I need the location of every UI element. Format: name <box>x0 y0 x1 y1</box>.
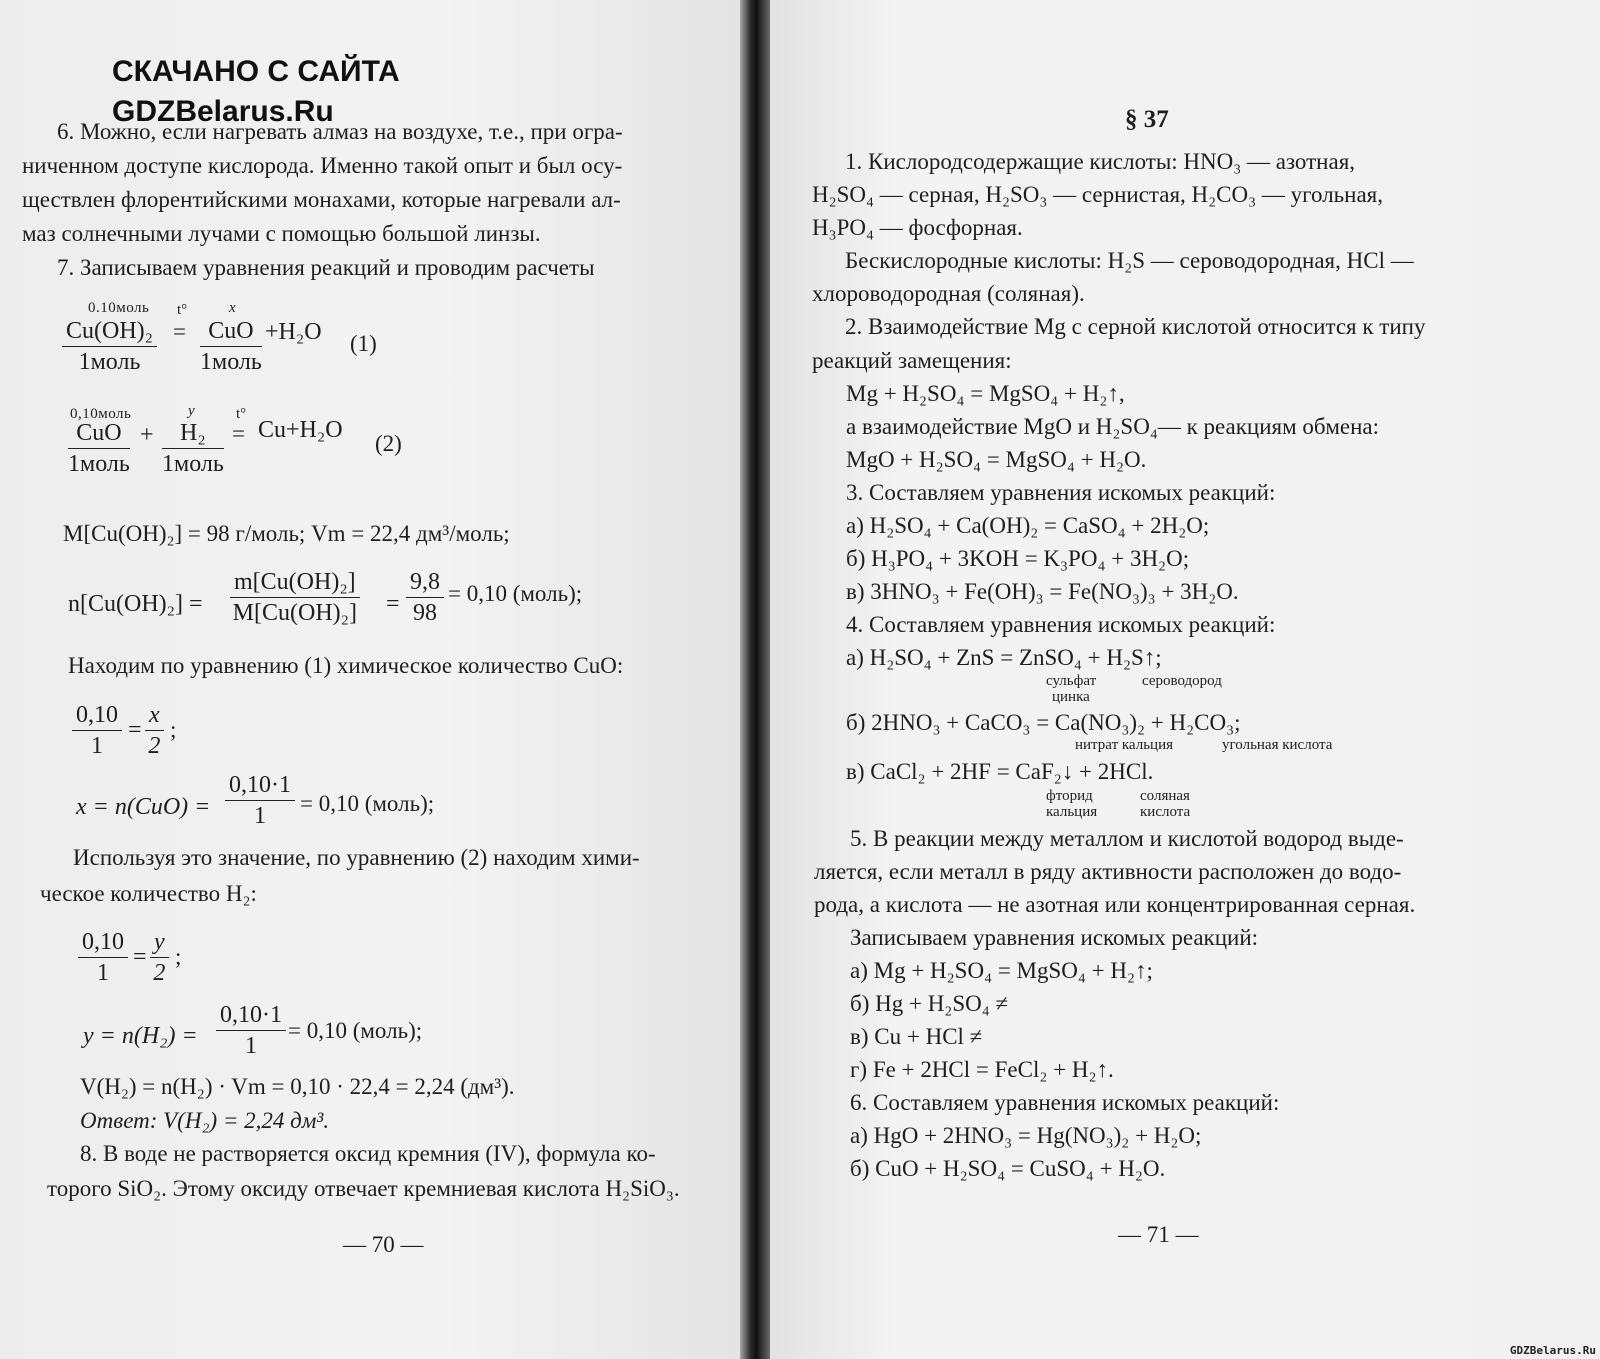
answer-4-c: в) CaCl₂ + 2HF = CaF₂↓ + 2HCl. <box>846 759 1154 784</box>
answer-5-a: а) Mg + H₂SO₄ = MgSO₄ + H₂↑; <box>850 958 1153 983</box>
answer-1-line-5: хлороводородная (соляная). <box>812 281 1085 306</box>
answer-2-equation-1: Mg + H₂SO₄ = MgSO₄ + H₂↑, <box>846 381 1125 406</box>
x-calc-fraction: $\frac{0,10\cdot 1}{1}$ <box>225 770 295 831</box>
answer-4-heading: 4. Составляем уравнения искомых реакций: <box>846 612 1276 637</box>
answer-3-a: а) H₂SO₄ + Ca(OH)₂ = CaSO₄ + 2H₂O; <box>846 513 1210 538</box>
watermark-line-2: GDZBelarus.Ru <box>112 95 334 128</box>
n-calc-equals: = <box>386 591 400 617</box>
answer-5-line-2: ляется, если металл в ряду активности расположен до водо- <box>814 859 1402 884</box>
problem-6-line-4: маз солнечными лучами с помощью большой линзы. <box>22 221 541 246</box>
proportion-2-left: $\frac{0,10}{1}$ <box>78 927 128 988</box>
answer-5-line-3: рода, а кислота — не азотная или концентрированная серная. <box>814 892 1416 917</box>
proportion-1-end: ; <box>170 717 177 742</box>
answer-2-equation-2: MgO + H₂SO₄ = MgSO₄ + H₂O. <box>846 447 1147 472</box>
reaction-2-equals: = <box>232 421 245 446</box>
answer-1-line-4: Бескислородные кислоты: H₂S — сероводородная, HCl — <box>845 248 1414 273</box>
note-calcium-nitrate: нитрат кальция <box>1075 737 1173 753</box>
find-cuo-text: Находим по уравнению (1) химическое количество CuO: <box>68 653 624 678</box>
using-line-1: Используя это значение, по уравнению (2) находим хими- <box>73 845 640 870</box>
reaction-2-number: (2) <box>375 431 402 456</box>
answer-3-b: б) H₃PO₄ + 3KOH = K₃PO₄ + 3H₂O; <box>846 546 1190 571</box>
using-line-2: ческое количество H₂: <box>40 881 257 906</box>
answer-5-d: г) Fe + 2HCl = FeCl₂ + H₂↑. <box>850 1057 1114 1082</box>
problem-6-line-2: ниченном доступе кислорода. Именно такой опыт и был осу- <box>22 153 623 178</box>
note-hydrochloric-1: соляная <box>1140 788 1190 804</box>
answer-5-c: в) Cu + HCl ≠ <box>850 1024 983 1049</box>
problem-6-line-3: ществлен флорентийскими монахами, которые нагревали ал- <box>22 187 621 212</box>
reaction-2-plus: + <box>140 422 154 448</box>
page-number-left: — 70 — <box>343 1232 424 1257</box>
note-zinc-sulfate-2: цинка <box>1052 689 1090 705</box>
answer-5-b: б) Hg + H₂SO₄ ≠ <box>850 991 1009 1016</box>
answer-4-b: б) 2HNO₃ + CaCO₃ = Ca(NO₃)₂ + H₂CO₃; <box>846 710 1241 735</box>
reaction-2-reactant: CuO 1моль <box>68 420 130 477</box>
reaction-2-rest: Cu+H₂O <box>258 417 343 443</box>
x-calc-lhs: x = n(CuO) = <box>76 794 211 820</box>
answer-5-line-1: 5. В реакции между металлом и кислотой водород выде- <box>850 826 1404 851</box>
answer-2-line-3: а взаимодействие MgO и H₂SO₄— к реакциям обмена: <box>846 414 1380 439</box>
proportion-1-left: $\frac{0,10}{1}$ <box>72 700 122 761</box>
reaction-2-heat: t° <box>236 406 247 422</box>
proportion-2-right: $\frac{y}{2}$ <box>150 927 169 988</box>
reaction-1-equals: = <box>173 319 186 344</box>
proportion-1-equals: = <box>128 717 142 743</box>
answer-1-line-2: H₂SO₄ — серная, H₂SO₃ — сернистая, H₂CO₃ — угольная, <box>812 182 1384 207</box>
n-calc-fraction-2: $\frac{9,8}{98}$ <box>406 567 444 628</box>
volume-calc: V(H₂) = n(H₂) · Vm = 0,10 · 22,4 = 2,24 (дм³). <box>80 1074 515 1099</box>
problem-8-line-1: 8. В воде не растворяется оксид кремния (IV), формула ко- <box>80 1141 656 1166</box>
answer-6-heading: 6. Составляем уравнения искомых реакций: <box>850 1090 1280 1115</box>
answer-line: Ответ: V(H₂) = 2,24 дм³. <box>80 1108 330 1133</box>
y-calc-fraction: $\frac{0,10\cdot 1}{1}$ <box>216 1000 286 1061</box>
note-zinc-sulfate-1: сульфат <box>1046 673 1097 689</box>
watermark-line-1: СКАЧАНО С САЙТА <box>112 55 400 88</box>
y-calc-result: = 0,10 (моль); <box>288 1018 423 1043</box>
n-calc-fraction-1: $\frac{\text{m[Cu(OH)₂]}}{\text{M[Cu(OH)₂]}}$ <box>230 567 360 628</box>
note-calcium-fluoride-1: фторид <box>1046 788 1093 804</box>
problem-7-intro: 7. Записываем уравнения реакций и проводим расчеты <box>57 255 595 280</box>
reaction-1-reactant: Cu(OH)₂ 1моль <box>62 316 157 377</box>
answer-2-line-1: 2. Взаимодействие Mg с серной кислотой относится к типу <box>845 314 1426 339</box>
reaction-1-product: CuO 1моль <box>200 318 262 375</box>
answer-3-c: в) 3HNO₃ + Fe(OH)₃ = Fe(NO₃)₃ + 3H₂O. <box>846 579 1239 604</box>
proportion-2-equals: = <box>133 944 147 970</box>
note-hydrogen-sulfide: сероводород <box>1142 673 1222 689</box>
answer-3-heading: 3. Составляем уравнения искомых реакций: <box>846 480 1276 505</box>
reaction-2-amount: 0,10моль <box>70 406 132 422</box>
reaction-2-unknown: y <box>188 403 195 419</box>
book-spine <box>740 0 770 1359</box>
note-carbonic-acid: угольная кислота <box>1222 737 1333 753</box>
proportion-1-right: $\frac{x}{2}$ <box>145 700 164 761</box>
reaction-2-hydrogen: H₂ 1моль <box>162 420 224 477</box>
reaction-1-rest: +H₂O <box>265 319 322 345</box>
problem-6-line-1: 6. Можно, если нагревать алмаз на воздухе, т.е., при огра- <box>57 119 623 144</box>
section-heading: § 37 <box>1125 106 1169 133</box>
right-page <box>770 0 1600 1359</box>
reaction-1-number: (1) <box>350 331 377 356</box>
reaction-1-heat: t° <box>177 302 188 318</box>
reaction-1-amount: 0.10моль <box>88 300 150 316</box>
reaction-1-unknown: x <box>229 300 236 316</box>
n-calc-result: = 0,10 (моль); <box>448 581 583 606</box>
page-number-right: — 71 — <box>1118 1222 1199 1247</box>
answer-6-b: б) CuO + H₂SO₄ = CuSO₄ + H₂O. <box>850 1156 1166 1181</box>
answer-2-line-2: реакций замещения: <box>812 348 1012 373</box>
answer-6-a: а) HgO + 2HNO₃ = Hg(NO₃)₂ + H₂O; <box>850 1123 1202 1148</box>
corner-watermark: GDZBelarus.Ru <box>1509 1344 1596 1357</box>
problem-8-line-2: торого SiO₂. Этому оксиду отвечает кремниевая кислота H₂SiO₃. <box>47 1176 680 1201</box>
answer-1-line-1: 1. Кислородсодержащие кислоты: HNO₃ — азотная, <box>845 149 1356 174</box>
n-calc-lhs: n[Cu(OH)₂] = <box>68 591 203 617</box>
note-hydrochloric-2: кислота <box>1140 804 1191 820</box>
molar-data: M[Cu(OH)₂] = 98 г/моль; Vm = 22,4 дм³/моль; <box>63 521 510 546</box>
y-calc-lhs: y = n(H₂) = <box>83 1023 198 1049</box>
left-page <box>0 0 740 1359</box>
answer-5-line-4: Записываем уравнения искомых реакций: <box>850 925 1259 950</box>
note-calcium-fluoride-2: кальция <box>1046 804 1098 820</box>
answer-4-a: а) H₂SO₄ + ZnS = ZnSO₄ + H₂S↑; <box>846 645 1162 670</box>
proportion-2-end: ; <box>175 944 182 969</box>
answer-1-line-3: H₃PO₄ — фосфорная. <box>812 215 1023 240</box>
x-calc-result: = 0,10 (моль); <box>300 791 435 816</box>
